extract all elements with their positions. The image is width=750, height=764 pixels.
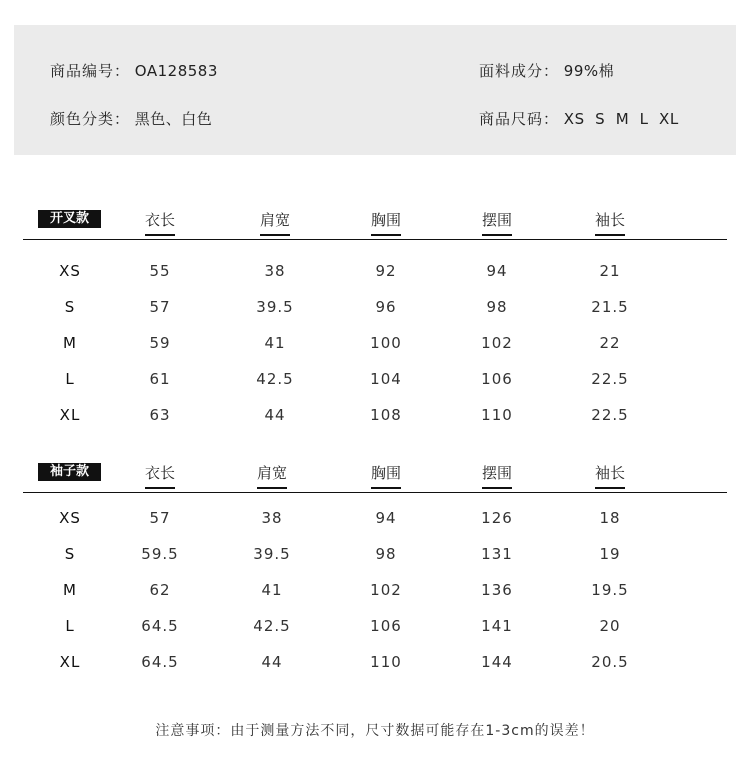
- table-row: [0, 397, 750, 433]
- sleeve-cell: 19: [599, 545, 621, 563]
- length-cell: 62: [149, 581, 171, 599]
- product-sizes: [479, 108, 679, 129]
- chest-cell: 96: [375, 298, 397, 316]
- column-header-sleeve: 袖长: [570, 209, 650, 230]
- hem-cell: 94: [486, 262, 508, 280]
- table-tag: 袖子款: [38, 463, 101, 481]
- shoulder-cell: 39.5: [253, 545, 291, 563]
- shoulder-cell: 41: [261, 581, 283, 599]
- product-number-value: OA128583: [134, 62, 218, 80]
- chest-cell: 102: [370, 581, 402, 599]
- shoulder-cell: 39.5: [256, 298, 294, 316]
- hem-cell: 102: [481, 334, 513, 352]
- color-value: 黑色、白色: [134, 110, 213, 128]
- table-header: [0, 453, 750, 493]
- table-row: [0, 536, 750, 572]
- chest-cell: 110: [370, 653, 402, 671]
- size-cell: XL: [59, 653, 81, 671]
- size-cell: XS: [59, 509, 81, 527]
- shoulder-cell: 44: [264, 406, 286, 424]
- sleeve-cell: 20: [599, 617, 621, 635]
- table-row: [0, 325, 750, 361]
- table-row: [0, 500, 750, 536]
- sleeve-cell: 22.5: [591, 370, 629, 388]
- length-cell: 57: [149, 298, 171, 316]
- length-cell: 59.5: [141, 545, 179, 563]
- table-row: [0, 608, 750, 644]
- column-header-chest: 胸围: [346, 209, 426, 230]
- column-header-shoulder: 肩宽: [232, 462, 312, 483]
- shoulder-cell: 42.5: [253, 617, 291, 635]
- chest-cell: 94: [375, 509, 397, 527]
- size-label: 商品尺码：: [479, 110, 560, 128]
- shoulder-cell: 38: [261, 509, 283, 527]
- shoulder-cell: 42.5: [256, 370, 294, 388]
- table-tag: 开叉款: [38, 210, 101, 228]
- shoulder-cell: 44: [261, 653, 283, 671]
- color-label: 颜色分类：: [50, 110, 131, 128]
- header-divider: [23, 239, 727, 240]
- sleeve-cell: 21: [599, 262, 621, 280]
- chest-cell: 100: [370, 334, 402, 352]
- fabric-value: 99%棉: [563, 62, 615, 80]
- header-divider: [23, 492, 727, 493]
- length-cell: 61: [149, 370, 171, 388]
- hem-cell: 144: [481, 653, 513, 671]
- hem-cell: 110: [481, 406, 513, 424]
- shoulder-cell: 38: [264, 262, 286, 280]
- table-row: [0, 289, 750, 325]
- product-number-label: 商品编号：: [50, 62, 131, 80]
- table-row: [0, 572, 750, 608]
- column-header-shoulder: 肩宽: [235, 209, 315, 230]
- sleeve-cell: 18: [599, 509, 621, 527]
- hem-cell: 136: [481, 581, 513, 599]
- length-cell: 63: [149, 406, 171, 424]
- column-header-chest: 胸围: [346, 462, 426, 483]
- length-cell: 55: [149, 262, 171, 280]
- size-cell: L: [65, 617, 75, 635]
- sleeve-cell: 20.5: [591, 653, 629, 671]
- size-cell: M: [63, 334, 77, 352]
- hem-cell: 98: [486, 298, 508, 316]
- size-cell: XL: [59, 406, 81, 424]
- size-cell: S: [64, 298, 76, 316]
- sleeve-cell: 22: [599, 334, 621, 352]
- sleeve-cell: 19.5: [591, 581, 629, 599]
- size-cell: S: [64, 545, 76, 563]
- length-cell: 64.5: [141, 653, 179, 671]
- chest-cell: 98: [375, 545, 397, 563]
- column-header-length: 衣长: [120, 462, 200, 483]
- fabric-composition: [479, 60, 614, 81]
- column-header-sleeve: 袖长: [570, 462, 650, 483]
- column-header-length: 衣长: [120, 209, 200, 230]
- chest-cell: 104: [370, 370, 402, 388]
- color-category: [50, 108, 212, 129]
- chest-cell: 108: [370, 406, 402, 424]
- hem-cell: 106: [481, 370, 513, 388]
- product-info-panel: [14, 25, 736, 155]
- column-header-hem: 摆围: [457, 462, 537, 483]
- chest-cell: 92: [375, 262, 397, 280]
- fabric-label: 面料成分：: [479, 62, 560, 80]
- measurement-note: 注意事项：由于测量方法不同，尺寸数据可能存在1-3cm的误差！: [155, 723, 595, 739]
- length-cell: 64.5: [141, 617, 179, 635]
- sleeve-cell: 22.5: [591, 406, 629, 424]
- hem-cell: 131: [481, 545, 513, 563]
- length-cell: 59: [149, 334, 171, 352]
- size-cell: XS: [59, 262, 81, 280]
- table-row: [0, 361, 750, 397]
- hem-cell: 126: [481, 509, 513, 527]
- sleeve-cell: 21.5: [591, 298, 629, 316]
- table-header: [0, 200, 750, 240]
- table-row: [0, 253, 750, 289]
- chest-cell: 106: [370, 617, 402, 635]
- size-cell: L: [65, 370, 75, 388]
- size-cell: M: [63, 581, 77, 599]
- product-number: [50, 60, 218, 81]
- table-row: [0, 644, 750, 680]
- length-cell: 57: [149, 509, 171, 527]
- size-value: XS S M L XL: [563, 110, 679, 128]
- shoulder-cell: 41: [264, 334, 286, 352]
- column-header-hem: 摆围: [457, 209, 537, 230]
- hem-cell: 141: [481, 617, 513, 635]
